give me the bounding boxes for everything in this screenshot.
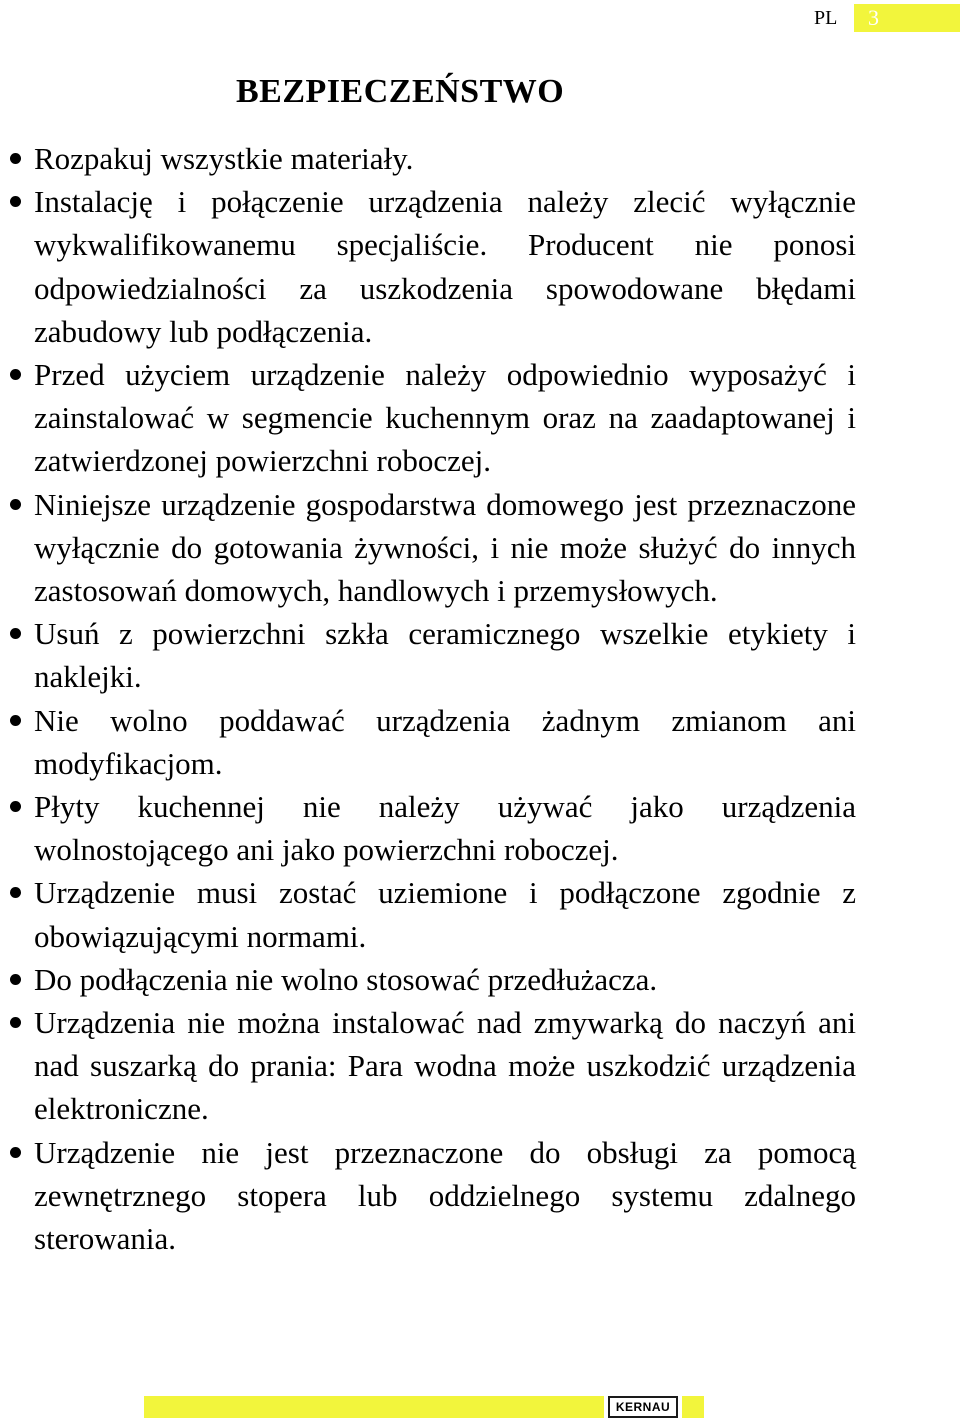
list-item [34,958,856,1001]
bullet-icon [10,887,21,898]
page-number-badge: 3 [854,4,960,32]
list-item-text: Płyty kuchennej nie należy używać jako urządzenia wolnostojącego ani jako powierzchni roboczej. [34,789,856,868]
bullet-icon [10,974,21,985]
page-title: BEZPIECZEŃSTWO [236,73,565,110]
list-item-text: Urządzenie nie jest przeznaczone do obsługi za pomocą zewnętrznego stopera lub oddzielnego systemu zdalnego sterowania. [34,1134,856,1257]
list-item [34,483,856,613]
bullet-icon [10,1147,21,1158]
list-item [34,180,856,353]
list-item [34,699,856,785]
list-item [34,612,856,698]
bullet-icon [10,715,21,726]
bullet-icon [10,801,21,812]
bullet-icon [10,153,21,164]
list-item [34,871,856,957]
bullet-icon [10,196,21,207]
footer-accent-bar-right [682,1396,704,1418]
bullet-icon [10,499,21,510]
list-item [34,785,856,871]
list-item-text: Niniejsze urządzenie gospodarstwa domowego jest przeznaczone wyłącznie do gotowania żywności, i nie może służyć do innych zastosowań domowych, handlowych i przemysłowych. [34,486,856,609]
list-item [34,1001,856,1131]
list-item-text: Usuń z powierzchni szkła ceramicznego wszelkie etykiety i naklejki. [34,616,856,695]
bullet-icon [10,1017,21,1028]
list-item [34,353,856,483]
list-item-text: Do podłączenia nie wolno stosować przedłużacza. [34,961,658,997]
language-label: PL [814,7,838,29]
list-item-text: Urządzenia nie można instalować nad zmywarką do naczyń ani nad suszarką do prania: Para wodna może uszkodzić urządzenia elektroniczne. [34,1005,856,1127]
list-item-text: Rozpakuj wszystkie materiały. [34,141,414,176]
bullet-icon [10,628,21,639]
list-item-text: Przed użyciem urządzenie należy odpowiednio wyposażyć i zainstalować w segmencie kuchennym oraz na zaadaptowanej i zatwierdzonej powierzchni roboczej. [34,357,856,479]
bullet-icon [10,369,21,380]
safety-list [34,137,856,1260]
list-item-text: Nie wolno poddawać urządzenia żadnym zmianom ani modyfikacjom. [34,702,856,781]
list-item-text: Urządzenie musi zostać uziemione i podłączone zgodnie z obowiązującymi normami. [34,875,856,954]
brand-logo: KERNAU [608,1396,678,1418]
list-item-text: Instalację i połączenie urządzenia należy zlecić wyłącznie wykwalifikowanemu specjaliście. Producent nie ponosi odpowiedzialności za uszkodzenia spowodowane błędami zabudowy lub podłączenia. [34,184,856,349]
list-item [34,1131,856,1261]
footer-accent-bar [144,1396,604,1418]
list-item [34,137,856,180]
